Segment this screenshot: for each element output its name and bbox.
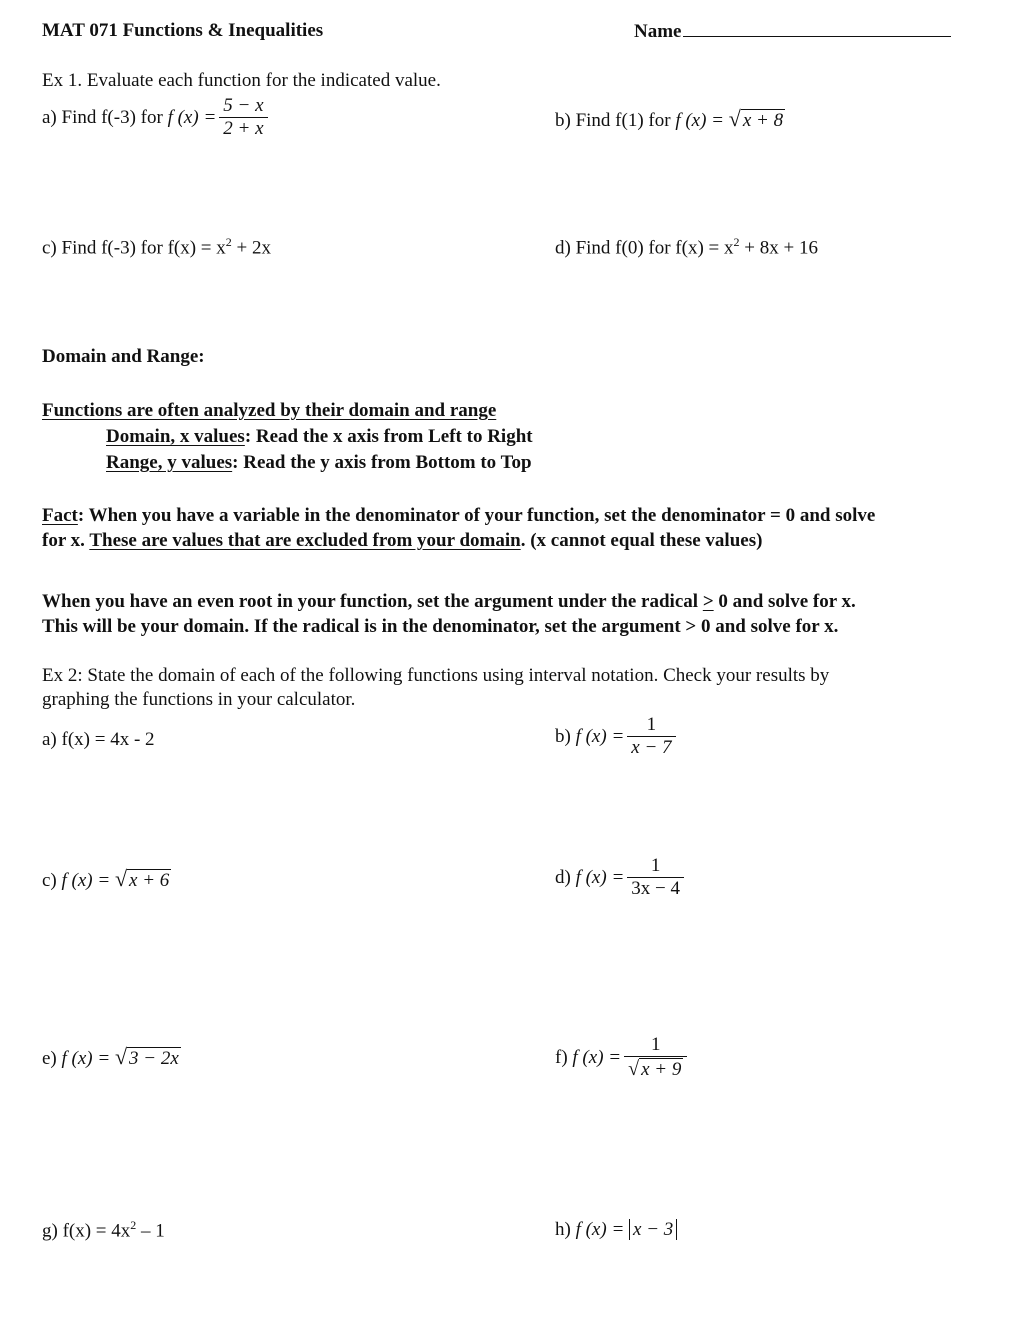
fact-text-2-start: for x. bbox=[42, 530, 90, 551]
ex2-e-radicand: 3 − 2x bbox=[129, 1048, 179, 1069]
domain-range-heading: Domain and Range: bbox=[42, 346, 205, 367]
ex2-d-numerator: 1 bbox=[650, 855, 661, 876]
ex1-problem-d bbox=[555, 236, 818, 259]
ex2-d-fraction bbox=[627, 855, 684, 901]
fact-text-1: : When you have a variable in the denominator of your function, set the denominator = 0 and solve bbox=[77, 505, 876, 526]
domain-range-intro: Functions are often analyzed by their domain and range bbox=[42, 400, 497, 421]
ex2-problem-b bbox=[555, 714, 676, 760]
ex2-f-fx: f (x) = bbox=[572, 1046, 622, 1068]
ex2-c-radicand: x + 6 bbox=[129, 870, 170, 891]
ex2-problem-e bbox=[42, 1044, 181, 1070]
ex1-b-radicand: x + 8 bbox=[742, 110, 784, 131]
ex1-problem-a bbox=[42, 95, 268, 141]
fact-line-2 bbox=[42, 530, 762, 552]
ex2-b-numerator: 1 bbox=[646, 714, 657, 735]
ex2-instruction-line-1: Ex 2: State the domain of each of the following functions using interval notation. Check your results by bbox=[42, 665, 830, 686]
range-description: : Read the y axis from Bottom to Top bbox=[232, 452, 532, 473]
name-label: Name bbox=[634, 21, 682, 42]
range-term: Range, y values bbox=[106, 452, 233, 473]
fact-label: Fact bbox=[42, 505, 78, 526]
domain-description: : Read the x axis from Left to Right bbox=[244, 426, 533, 447]
name-blank-line bbox=[683, 20, 951, 37]
ex2-b-label: b) bbox=[555, 725, 571, 747]
ex1-b-radical: √ x + 8 bbox=[728, 106, 784, 131]
ex1-d-exponent: 2 bbox=[733, 235, 740, 249]
ex2-g-rest: – 1 bbox=[136, 1220, 165, 1242]
ex2-f-radicand: x + 9 bbox=[641, 1058, 682, 1080]
ex1-a-numerator: 5 − x bbox=[223, 95, 264, 116]
fact-excluded-values: These are values that are excluded from your domain bbox=[89, 530, 521, 551]
ex2-h-label: h) bbox=[555, 1219, 571, 1240]
greater-equal-symbol: > bbox=[702, 591, 714, 612]
even-root-text-start: When you have an even root in your function, set the argument under the radical bbox=[42, 591, 703, 612]
ex1-a-fx: f (x) = bbox=[167, 106, 217, 128]
ex2-b-denominator: x − 7 bbox=[627, 736, 675, 760]
ex2-d-label: d) bbox=[555, 866, 571, 888]
domain-definition bbox=[106, 426, 533, 448]
domain-term: Domain, x values bbox=[106, 426, 245, 447]
ex2-f-radical: √ x + 9 bbox=[628, 1057, 682, 1080]
ex2-b-fx: f (x) = bbox=[575, 725, 625, 747]
ex2-problem-g bbox=[42, 1219, 165, 1242]
ex1-c-text: c) Find f(-3) for f(x) = x bbox=[42, 237, 226, 259]
ex1-problem-b bbox=[555, 106, 785, 132]
ex2-d-denominator: 3x − 4 bbox=[627, 877, 684, 901]
ex2-f-label: f) bbox=[555, 1046, 568, 1068]
ex2-e-radical: √ 3 − 2x bbox=[114, 1044, 179, 1069]
ex1-a-fraction bbox=[219, 95, 267, 141]
ex1-c-rest: + 2x bbox=[231, 237, 271, 259]
ex1-b-label: b) Find f(1) for bbox=[555, 110, 671, 131]
even-root-line-2: This will be your domain. If the radical is in the denominator, set the argument > 0 and solve for x. bbox=[42, 616, 839, 637]
ex2-e-label: e) bbox=[42, 1048, 57, 1069]
ex2-problem-h bbox=[555, 1219, 677, 1241]
ex2-f-numerator: 1 bbox=[650, 1034, 661, 1055]
name-field[interactable] bbox=[634, 20, 951, 43]
ex1-problem-c bbox=[42, 236, 271, 259]
ex2-e-fx: f (x) = bbox=[61, 1048, 111, 1069]
even-root-line-1 bbox=[42, 591, 856, 613]
ex2-problem-c bbox=[42, 866, 171, 892]
ex2-h-absolute-value: x − 3 bbox=[629, 1219, 677, 1240]
ex2-c-fx: f (x) = bbox=[61, 870, 111, 891]
ex1-b-fx: f (x) = bbox=[675, 110, 724, 131]
ex2-b-fraction bbox=[627, 714, 675, 760]
ex2-f-denominator bbox=[624, 1056, 687, 1082]
ex1-instruction: Ex 1. Evaluate each function for the indicated value. bbox=[42, 70, 441, 91]
ex2-c-label: c) bbox=[42, 870, 57, 891]
ex2-g-text: g) f(x) = 4x bbox=[42, 1220, 131, 1242]
ex1-d-rest: + 8x + 16 bbox=[739, 237, 818, 259]
ex2-d-fx: f (x) = bbox=[575, 866, 625, 888]
ex1-a-denominator: 2 + x bbox=[219, 117, 267, 141]
course-title: MAT 071 Functions & Inequalities bbox=[42, 20, 324, 41]
ex1-a-label: a) Find f(-3) for bbox=[42, 106, 163, 128]
ex2-f-fraction bbox=[624, 1034, 687, 1082]
range-definition bbox=[106, 452, 532, 474]
ex1-d-text: d) Find f(0) for f(x) = x bbox=[555, 237, 734, 259]
fact-text-2-end: . (x cannot equal these values) bbox=[520, 530, 763, 551]
fact-line-1 bbox=[42, 505, 875, 527]
ex2-problem-f bbox=[555, 1034, 687, 1082]
ex2-instruction-line-2: graphing the functions in your calculator. bbox=[42, 689, 356, 710]
ex2-problem-d bbox=[555, 855, 684, 901]
ex2-h-fx: f (x) = bbox=[575, 1219, 625, 1240]
ex2-g-exponent: 2 bbox=[130, 1218, 137, 1232]
ex1-c-exponent: 2 bbox=[225, 235, 232, 249]
ex2-problem-a: a) f(x) = 4x - 2 bbox=[42, 729, 155, 750]
even-root-text-end: 0 and solve for x. bbox=[713, 591, 856, 612]
ex2-c-radical: √ x + 6 bbox=[114, 866, 170, 891]
